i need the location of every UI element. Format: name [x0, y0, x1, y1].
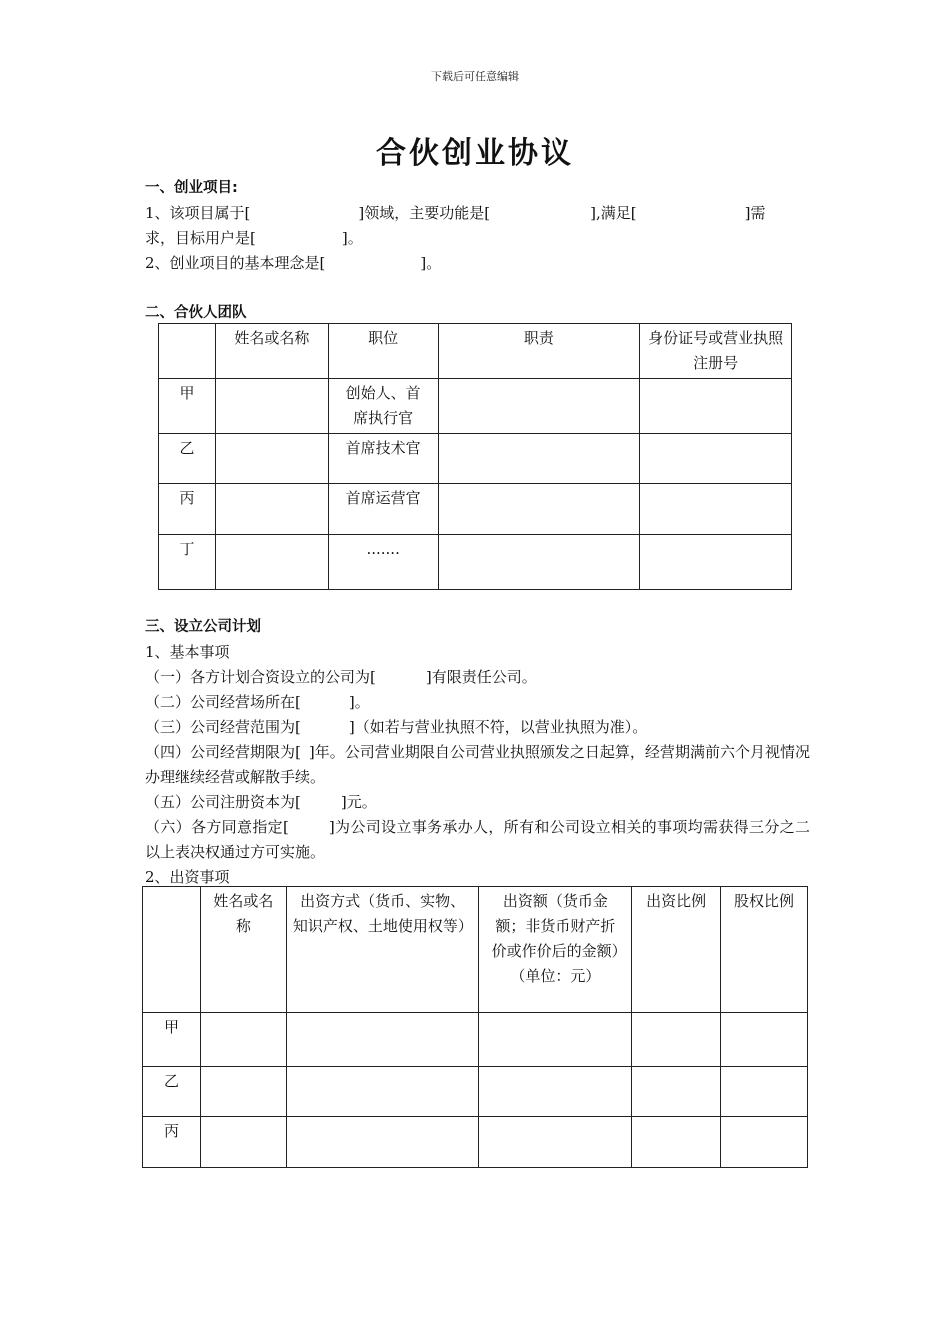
row-label: 丙 [159, 484, 216, 535]
row-label: 丁 [159, 535, 216, 590]
text-fragment: （五）公司注册资本为[ [145, 793, 301, 811]
table-row [143, 1013, 808, 1067]
name-cell[interactable] [215, 434, 328, 484]
section-1 [145, 176, 810, 276]
header-cell: 出资方式（货币、实物、知识产权、土地使用权等） [286, 887, 479, 1013]
header-cell: 身份证号或营业执照注册号 [640, 324, 792, 379]
header-note: 下载后可任意编辑 [431, 70, 519, 83]
item-5 [145, 790, 810, 815]
header-cell: 职责 [438, 324, 640, 379]
header-cell: 姓名或名称 [200, 887, 286, 1013]
duty-cell[interactable] [438, 434, 640, 484]
row-label: 乙 [143, 1067, 201, 1117]
ratio-cell[interactable] [632, 1013, 721, 1067]
duty-cell[interactable] [438, 535, 640, 590]
text-fragment: ]为公司设立事务承办人，所有和公司设立相关的事项均需获得三分之二以上表决权通过方可实施。 [145, 818, 810, 861]
table-row [159, 379, 792, 434]
header-cell: 出资比例 [632, 887, 721, 1013]
equity-cell[interactable] [721, 1013, 808, 1067]
method-cell[interactable] [286, 1013, 479, 1067]
text-fragment: ]。 [420, 254, 442, 272]
text-fragment: （二）公司经营场所在[ [145, 693, 301, 711]
ratio-cell[interactable] [632, 1117, 721, 1168]
id-cell[interactable] [640, 535, 792, 590]
capital-contribution-table [142, 886, 808, 1168]
section-3 [145, 615, 810, 890]
duty-cell[interactable] [438, 379, 640, 434]
subsection-2-heading: 2、出资事项 [145, 868, 230, 886]
text-fragment: （一）各方计划合资设立的公司为[ [145, 668, 376, 686]
position-cell: 首席运营官 [328, 484, 438, 535]
equity-cell[interactable] [721, 1067, 808, 1117]
row-label: 丙 [143, 1117, 201, 1168]
text-fragment: ]。 [341, 229, 363, 247]
id-cell[interactable] [640, 434, 792, 484]
header-cell: 职位 [328, 324, 438, 379]
text-fragment: ]领域，主要功能是[ [358, 204, 491, 222]
id-cell[interactable] [640, 484, 792, 535]
partner-team-table [158, 323, 792, 590]
document-title: 合伙创业协议 [376, 136, 574, 171]
section-2-heading: 二、合伙人团队 [145, 305, 247, 321]
text-fragment: （三）公司经营范围为[ [145, 718, 301, 736]
duty-cell[interactable] [438, 484, 640, 535]
row-label: 乙 [159, 434, 216, 484]
table-header-row [143, 887, 808, 1013]
text-fragment: ],满足[ [590, 204, 637, 222]
header-cell [143, 887, 201, 1013]
item-2 [145, 690, 810, 715]
row-label: 甲 [159, 379, 216, 434]
subsection-1-heading: 1、基本事项 [145, 643, 230, 661]
text-fragment: ]元。 [340, 793, 377, 811]
item-3 [145, 715, 810, 740]
text-fragment: ]年。公司营业期限自公司营业执照颁发之日起算，经营期满前六个月视情况办理继续经营或解散手续。 [145, 743, 810, 786]
section-1-paragraph-1 [145, 201, 810, 251]
position-cell: 首席技术官 [328, 434, 438, 484]
name-cell[interactable] [215, 379, 328, 434]
amount-cell[interactable] [479, 1117, 632, 1168]
text-fragment: （六）各方同意指定[ [145, 818, 289, 836]
table-row [159, 535, 792, 590]
text-fragment: （四）公司经营期限为[ [145, 743, 301, 761]
text-fragment: 2、创业项目的基本理念是[ [145, 254, 326, 272]
text-fragment: ]有限责任公司。 [425, 668, 537, 686]
header-cell [159, 324, 216, 379]
text-fragment: ]（如若与营业执照不符，以营业执照为准）。 [348, 718, 648, 736]
table-header-row [159, 324, 792, 379]
name-cell[interactable] [215, 535, 328, 590]
item-6 [145, 815, 810, 865]
text-fragment: ]。 [348, 693, 370, 711]
name-cell[interactable] [215, 484, 328, 535]
text-fragment: 求，目标用户是[ [145, 229, 256, 247]
header-cell: 出资额（货币金额；非货币财产折价或作价后的金额）（单位：元） [479, 887, 632, 1013]
section-3-heading: 三、设立公司计划 [145, 619, 261, 635]
section-1-heading: 一、创业项目: [145, 180, 238, 196]
equity-cell[interactable] [721, 1117, 808, 1168]
name-cell[interactable] [200, 1117, 286, 1168]
item-1 [145, 665, 810, 690]
table-row [159, 434, 792, 484]
name-cell[interactable] [200, 1013, 286, 1067]
id-cell[interactable] [640, 379, 792, 434]
item-4 [145, 740, 810, 790]
method-cell[interactable] [286, 1067, 479, 1117]
row-label: 甲 [143, 1013, 201, 1067]
ratio-cell[interactable] [632, 1067, 721, 1117]
header-cell: 股权比例 [721, 887, 808, 1013]
position-cell: 创始人、首席执行官 [328, 379, 438, 434]
table-row [143, 1117, 808, 1168]
method-cell[interactable] [286, 1117, 479, 1168]
text-fragment: ]需 [744, 204, 766, 222]
section-1-paragraph-2 [145, 251, 810, 276]
position-cell: ....... [328, 535, 438, 590]
amount-cell[interactable] [479, 1067, 632, 1117]
table-row [159, 484, 792, 535]
text-fragment: 1、该项目属于[ [145, 204, 251, 222]
table-row [143, 1067, 808, 1117]
header-cell: 姓名或名称 [215, 324, 328, 379]
amount-cell[interactable] [479, 1013, 632, 1067]
name-cell[interactable] [200, 1067, 286, 1117]
